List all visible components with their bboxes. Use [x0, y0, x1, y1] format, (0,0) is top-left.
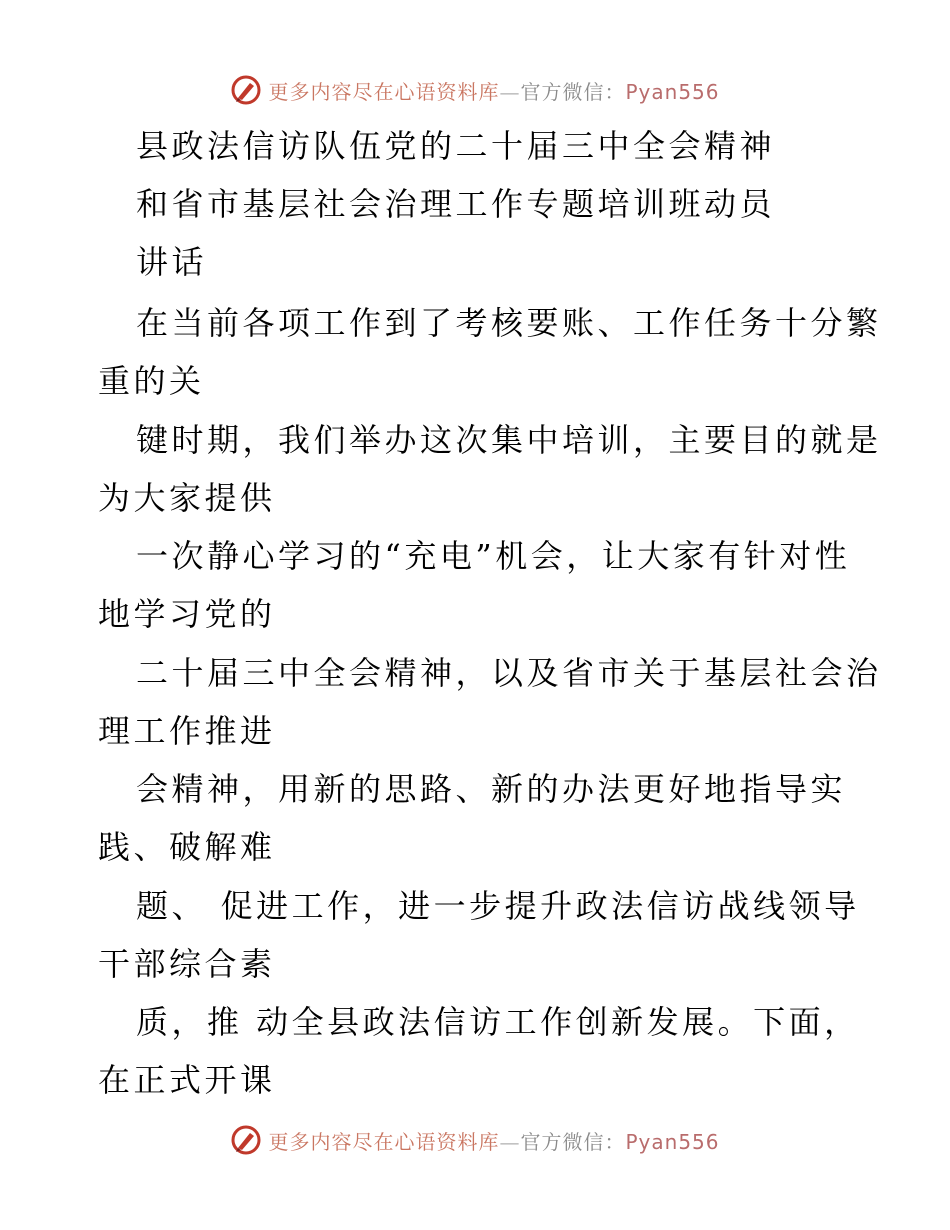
document-title-line-1: 县政法信访队伍党的二十届三中全会精神: [136, 127, 776, 165]
document-title-line-2: 和省市基层社会治理工作专题培训班动员: [136, 185, 776, 223]
document-title-line-3: 讲话: [136, 243, 208, 281]
watermark-text: 更多内容尽在心语资料库—官方微信：Pyan556: [268, 79, 720, 104]
body-line: 一次静心学习的“充电”机会，让大家有针对性: [136, 537, 851, 575]
body-line: 重的关: [98, 362, 205, 400]
watermark-text: 更多内容尽在心语资料库—官方微信：Pyan556: [268, 1129, 720, 1154]
footer-watermark: [0, 1120, 950, 1160]
body-line: 题、 促进工作，进一步提升政法信访战线领导: [136, 887, 860, 925]
header-watermark: [0, 70, 950, 110]
body-line: 为大家提供: [98, 479, 276, 517]
body-line: 践、破解难: [98, 828, 276, 866]
body-line: 干部综合素: [98, 945, 276, 983]
quill-pen-logo-icon: [230, 1124, 262, 1156]
body-line: 键时期，我们举办这次集中培训，主要目的就是: [136, 421, 882, 459]
body-line: 质，推 动全县政法信访工作创新发展。下面，: [136, 1003, 860, 1041]
body-line: 二十届三中全会精神，以及省市关于基层社会治: [136, 654, 882, 692]
body-line: 理工作推进: [98, 712, 276, 750]
quill-pen-logo-icon: [230, 74, 262, 106]
body-line: 在当前各项工作到了考核要账、工作任务十分繁: [136, 304, 882, 342]
body-line: 地学习党的: [98, 595, 276, 633]
body-line: 会精神，用新的思路、新的办法更好地指导实: [136, 770, 847, 808]
body-line: 在正式开课: [98, 1061, 276, 1099]
